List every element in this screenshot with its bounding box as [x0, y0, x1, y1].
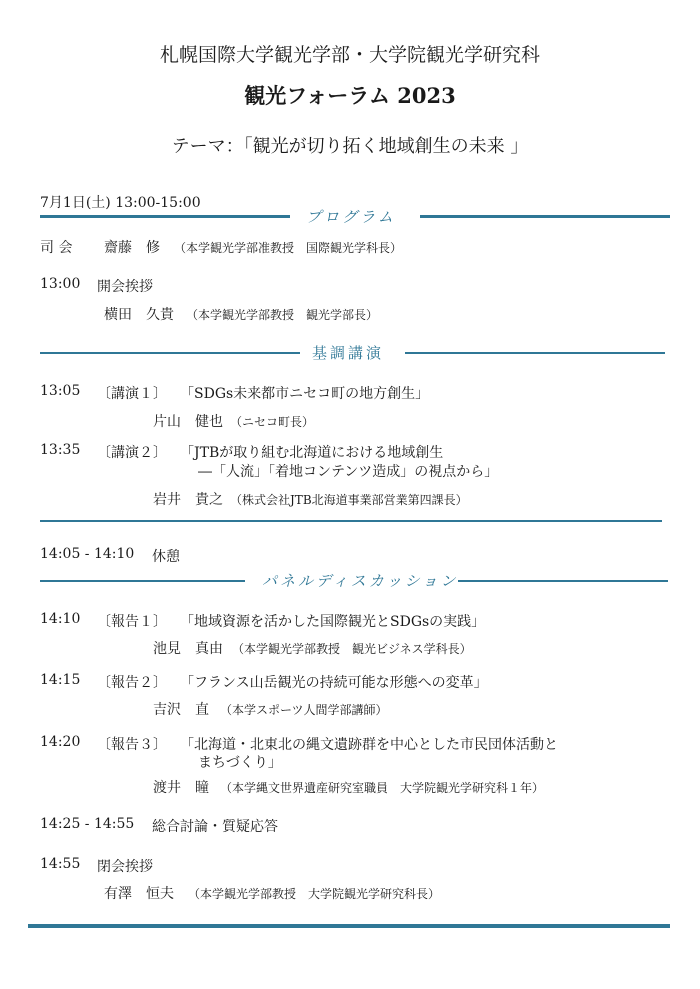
section-rule-left [40, 215, 290, 218]
section-rule-left [40, 580, 245, 582]
keynote1-title: （ニセコ町長） [230, 415, 315, 429]
mc-title: （本学観光学部准教授 国際観光学科長） [174, 241, 403, 255]
report3-time: 14:20 [40, 734, 81, 750]
event-date: 7月1日(土) 13:00-15:00 [40, 195, 201, 211]
report2-topic: 「フランス山岳観光の持続可能な形態への変革」 [180, 675, 488, 691]
mc-role: 司 会 [40, 240, 73, 256]
report2-time: 14:15 [40, 672, 81, 688]
report3-title: （本学縄文世界遺産研究室職員 大学院観光学研究科１年） [220, 781, 545, 795]
section-panel-label: パネルディスカッション [262, 572, 459, 590]
closing-name: 有澤 恒夫 [104, 886, 174, 902]
section-rule-right [458, 580, 668, 582]
report1-name: 池見 真由 [153, 641, 223, 657]
section-panel [40, 570, 668, 590]
section-rule-right [420, 215, 670, 218]
closing-title: （本学観光学部教授 大学院観光学研究科長） [188, 887, 441, 901]
report1-time: 14:10 [40, 611, 81, 627]
report2-title: （本学スポーツ人間学部講師） [220, 703, 388, 717]
closing-label: 閉会挨拶 [97, 859, 153, 875]
report3-topic-line2: まちづくり」 [198, 755, 282, 771]
section-rule-left [40, 352, 300, 354]
keynote2-topic-line1: 「JTBが取り組む北海道における地域創生 [180, 445, 444, 461]
discussion-time: 14:25 - 14:55 [40, 816, 135, 832]
section-program-label: プログラム [306, 208, 396, 226]
break-time: 14:05 - 14:10 [40, 546, 135, 562]
theme-title: テーマ：「観光が切り拓く地域創生の未来 」 [171, 136, 529, 157]
keynote2-topic-line2: ―「人流」「着地コンテンツ造成」の視点から」 [198, 464, 499, 480]
section-program [40, 206, 670, 226]
organizer-title: 札幌国際大学観光学部・大学院観光学研究科 [159, 44, 540, 66]
break-label: 休憩 [152, 549, 180, 565]
report2-label: 〔報告２〕 [97, 675, 167, 691]
opening-title: （本学観光学部教授 観光学部長） [186, 308, 379, 322]
discussion-label: 総合討論・質疑応答 [152, 819, 278, 835]
keynote1-topic: 「SDGs未来都市ニセコ町の地方創生」 [180, 386, 430, 402]
closing-time: 14:55 [40, 856, 81, 872]
keynote1-name: 片山 健也 [153, 414, 223, 430]
event-title: 観光フォーラム 2023 [244, 83, 456, 108]
report1-label: 〔報告１〕 [97, 614, 167, 630]
opening-label: 開会挨拶 [97, 279, 153, 295]
keynote2-time: 13:35 [40, 442, 81, 458]
mc-name: 齋藤 修 [104, 240, 160, 256]
keynote1-time: 13:05 [40, 383, 81, 399]
opening-time: 13:00 [40, 276, 81, 292]
report1-title: （本学観光学部教授 観光ビジネス学科長） [232, 642, 472, 656]
report3-topic-line1: 「北海道・北東北の縄文遺跡群を中心とした市民団体活動と [180, 737, 558, 753]
section-keynote-label: 基調講演 [312, 344, 385, 362]
opening-name: 横田 久貴 [104, 307, 174, 323]
section-keynote [40, 342, 665, 362]
report1-topic: 「地域資源を活かした国際観光とSDGsの実践」 [180, 614, 486, 630]
section-rule-right [405, 352, 665, 354]
report3-label: 〔報告３〕 [97, 737, 167, 753]
keynote2-name: 岩井 貴之 [153, 492, 223, 508]
footer-rule [28, 924, 670, 928]
keynote2-label: 〔講演２〕 [97, 445, 167, 461]
keynote2-title: （株式会社JTB北海道事業部営業第四課長） [230, 493, 468, 507]
report3-name: 渡井 瞳 [153, 780, 209, 796]
report2-name: 吉沢 直 [153, 702, 209, 718]
divider [40, 520, 662, 522]
keynote1-label: 〔講演１〕 [97, 386, 167, 402]
